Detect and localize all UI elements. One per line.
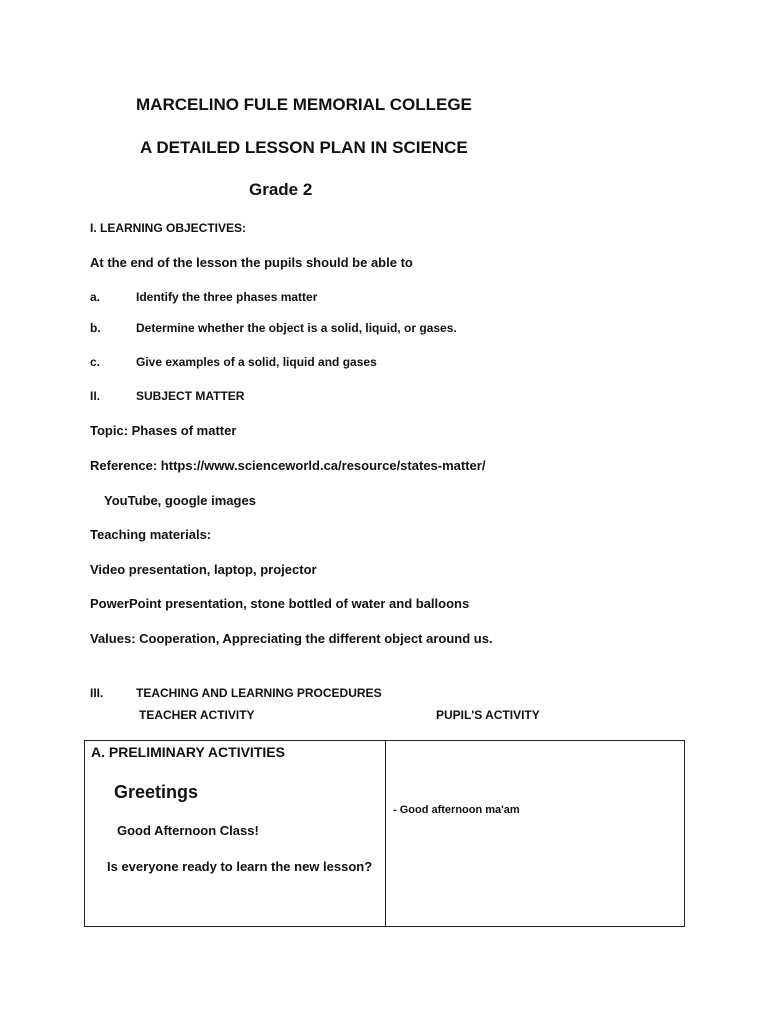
subject-matter-numeral: II. xyxy=(90,389,101,403)
teacher-activity-header: TEACHER ACTIVITY xyxy=(139,708,255,722)
values-line: Values: Cooperation, Appreciating the different object around us. xyxy=(90,631,493,646)
pupil-line: - Good afternoon ma'am xyxy=(393,804,520,816)
procedures-table xyxy=(84,740,685,927)
objective-item: Give examples of a solid, liquid and gases xyxy=(136,355,377,369)
objective-item: Identify the three phases matter xyxy=(136,290,318,304)
materials-heading: Teaching materials: xyxy=(90,527,212,542)
objective-item: Determine whether the object is a solid, liquid, or gases. xyxy=(136,321,457,335)
topic-line: Topic: Phases of matter xyxy=(90,423,237,438)
greetings-heading: Greetings xyxy=(114,782,199,802)
objectives-intro: At the end of the lesson the pupils should be able to xyxy=(90,255,413,270)
objectives-heading: I. LEARNING OBJECTIVES: xyxy=(90,221,247,235)
preliminary-activities-heading: A. PRELIMINARY ACTIVITIES xyxy=(91,744,285,760)
materials-line: Video presentation, laptop, projector xyxy=(90,562,317,577)
reference-extra-line: YouTube, google images xyxy=(104,493,256,508)
document-title: A DETAILED LESSON PLAN IN SCIENCE xyxy=(140,138,468,157)
table-column-divider xyxy=(385,741,386,926)
teacher-line: Good Afternoon Class! xyxy=(117,823,259,838)
college-name: MARCELINO FULE MEMORIAL COLLEGE xyxy=(136,95,472,114)
grade-level: Grade 2 xyxy=(249,180,313,199)
materials-line: PowerPoint presentation, stone bottled of water and balloons xyxy=(90,596,470,611)
subject-matter-heading: SUBJECT MATTER xyxy=(136,389,245,403)
teacher-line: Is everyone ready to learn the new lesson? xyxy=(107,859,373,874)
pupil-activity-header: PUPIL'S ACTIVITY xyxy=(436,708,540,722)
objective-marker: c. xyxy=(90,355,101,369)
procedures-heading: TEACHING AND LEARNING PROCEDURES xyxy=(136,686,382,700)
objective-marker: a. xyxy=(90,290,101,304)
objective-marker: b. xyxy=(90,321,101,335)
reference-line: Reference: https://www.scienceworld.ca/resource/states-matter/ xyxy=(90,458,486,473)
procedures-numeral: III. xyxy=(90,686,104,700)
